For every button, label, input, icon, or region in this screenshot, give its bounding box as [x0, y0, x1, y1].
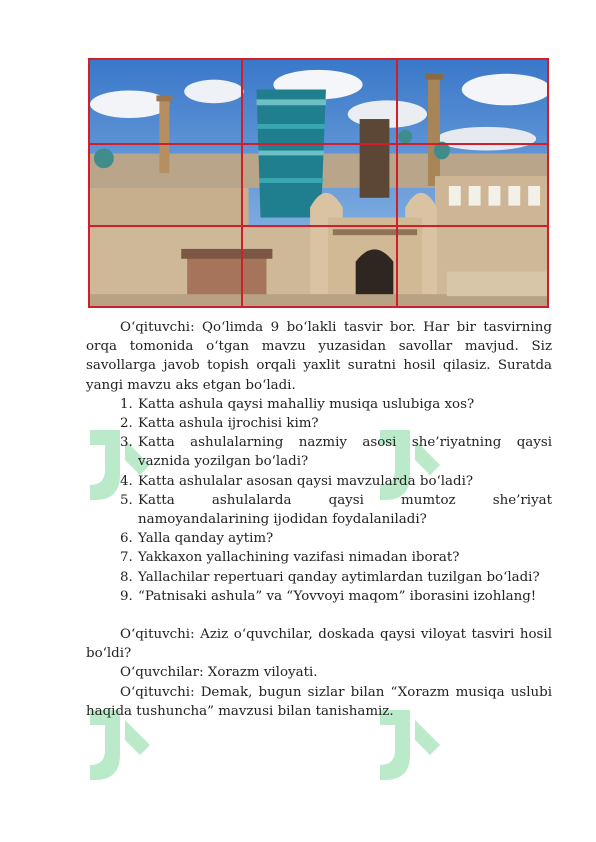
question-text: Yalla qanday aytim? [138, 531, 274, 547]
grid-line-horizontal [90, 225, 547, 227]
question-number: 3. [120, 435, 133, 451]
question-text: Katta ashulalarning nazmiy asosi she’riyatning qaysi vaznida yozilgan bo‘ladi? [138, 435, 552, 470]
question-item [86, 395, 552, 414]
question-number: 6. [120, 531, 133, 547]
question-text: Katta ashula qaysi mahalliy musiqa uslubiga xos? [138, 396, 475, 412]
grid-line-vertical [241, 60, 243, 306]
question-item [86, 548, 552, 567]
khiva-city-illustration [90, 60, 547, 306]
question-text: Katta ashulalar asosan qaysi mavzularda bo‘ladi? [138, 473, 474, 489]
question-number: 2. [120, 416, 133, 432]
question-list [86, 395, 552, 606]
question-number: 8. [120, 569, 133, 585]
question-number: 9. [120, 588, 133, 604]
lesson-text [86, 318, 552, 721]
question-item [86, 414, 552, 433]
question-text: Katta ashulalarda qaysi mumtoz she’riyat namoyandalarining ijodidan foydalaniladi? [138, 492, 552, 528]
question-item [86, 491, 552, 529]
question-number: 1. [120, 396, 133, 412]
question-number: 7. [120, 550, 133, 566]
question-item [86, 433, 552, 471]
grid-line-vertical [396, 60, 398, 306]
question-text: Katta ashula ijrochisi kim? [138, 416, 319, 432]
puzzle-photo [88, 58, 549, 308]
question-item [86, 587, 552, 606]
question-item [86, 568, 552, 587]
question-text: Yallachilar repertuari qanday aytimlardan tuzilgan bo‘ladi? [138, 569, 540, 585]
dialog-line: O‘quvchilar: Xorazm viloyati. [120, 665, 318, 681]
question-text: “Patnisaki ashula” va “Yovvoyi maqom” iborasini izohlang! [138, 588, 537, 604]
intro-paragraph: O‘qituvchi: Qo‘limda 9 bo‘lakli tasvir bor. Har bir tasvirning orqa tomonida o‘tgan mavzu yuzasidan savollar mavjud. Siz savollarga javob topish orqali yaxlit suratni hosil qilasiz. Suratda yangi mavzu aks etgan bo‘ladi. [86, 320, 552, 393]
question-number: 5. [120, 492, 133, 508]
dialog-line: O‘qituvchi: Aziz o‘quvchilar, doskada qaysi viloyat tasviri hosil bo‘ldi? [86, 627, 552, 662]
question-number: 4. [120, 473, 133, 489]
question-item [86, 472, 552, 491]
question-text: Yakkaxon yallachining vazifasi nimadan iborat? [138, 550, 460, 566]
dialog-line: O‘qituvchi: Demak, bugun sizlar bilan “Xorazm musiqa uslubi haqida tushuncha” mavzusi bilan tanishamiz. [86, 684, 552, 719]
grid-line-horizontal [90, 143, 547, 145]
question-item [86, 529, 552, 548]
